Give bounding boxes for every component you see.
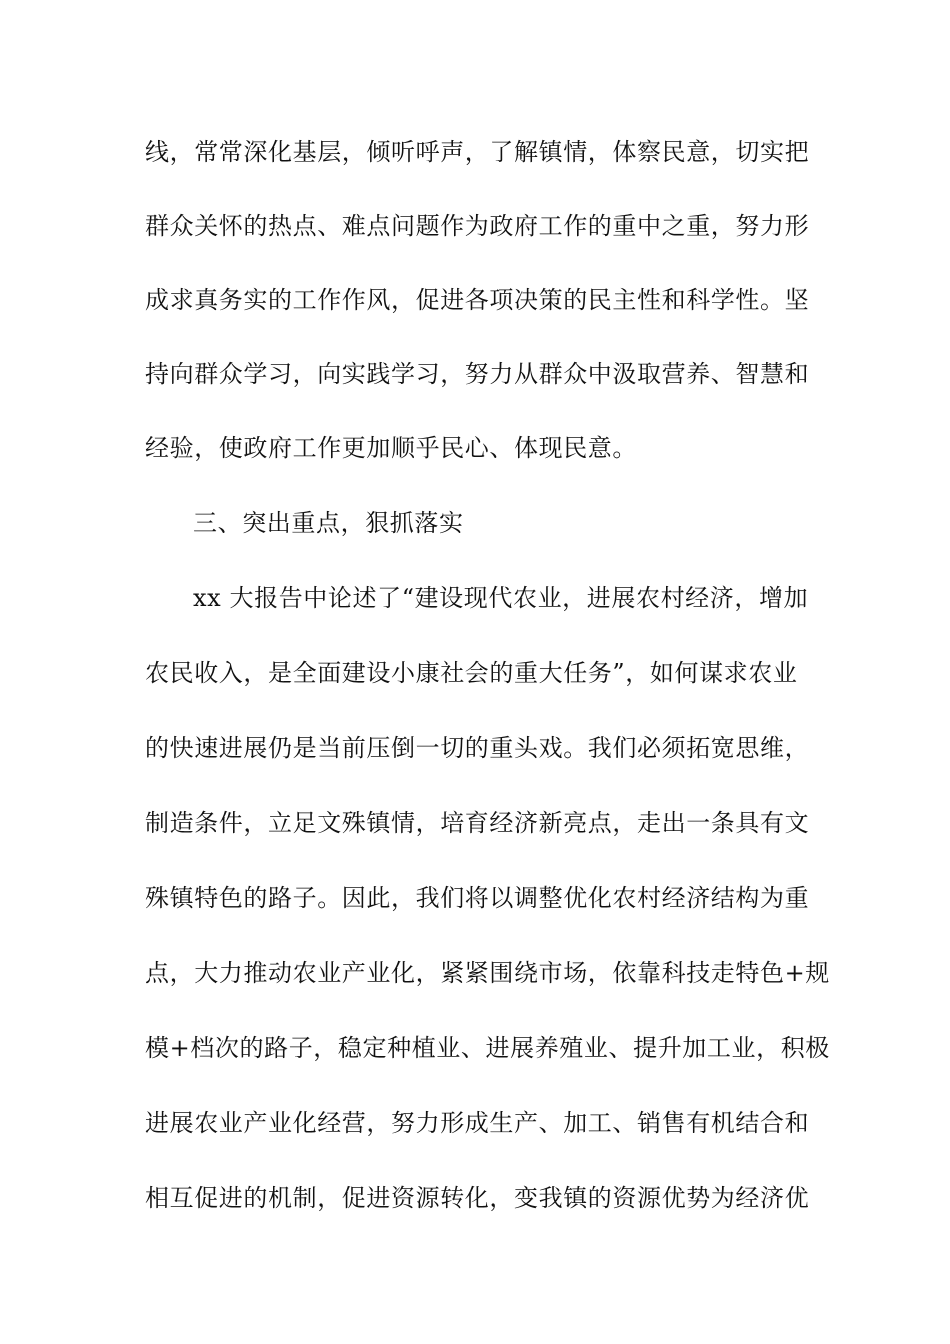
paragraph-line: 制造条件，立足文殊镇情，培育经济新亮点，走出一条具有文 xyxy=(145,809,810,837)
paragraph-line: 模+档次的路子，稳定种植业、进展养殖业、提升加工业，积极 xyxy=(145,1034,830,1062)
paragraph-line: xx 大报告中论述了“建设现代农业，进展农村经济，增加 xyxy=(193,584,809,612)
paragraph-line: 殊镇特色的路子。因此，我们将以调整优化农村经济结构为重 xyxy=(145,884,810,912)
paragraph-line: 线，常常深化基层，倾听呼声，了解镇情，体察民意，切实把 xyxy=(145,138,810,166)
paragraph-line: 的快速进展仍是当前压倒一切的重头戏。我们必须拓宽思维， xyxy=(145,734,810,762)
paragraph-line: 群众关怀的热点、难点问题作为政府工作的重中之重，努力形 xyxy=(145,212,810,240)
paragraph-line: 经验，使政府工作更加顺乎民心、体现民意。 xyxy=(145,434,637,462)
section-heading: 三、突出重点，狠抓落实 xyxy=(193,509,464,537)
paragraph-line: 成求真务实的工作作风，促进各项决策的民主性和科学性。坚 xyxy=(145,286,810,314)
paragraph-line: 进展农业产业化经营，努力形成生产、加工、销售有机结合和 xyxy=(145,1109,810,1137)
paragraph-line: 持向群众学习，向实践学习，努力从群众中汲取营养、智慧和 xyxy=(145,360,810,388)
paragraph-line: 相互促进的机制，促进资源转化，变我镇的资源优势为经济优 xyxy=(145,1184,810,1212)
paragraph-line: 点，大力推动农业产业化，紧紧围绕市场，依靠科技走特色+规 xyxy=(145,959,830,987)
paragraph-line: 农民收入，是全面建设小康社会的重大任务”，如何谋求农业 xyxy=(145,659,798,687)
